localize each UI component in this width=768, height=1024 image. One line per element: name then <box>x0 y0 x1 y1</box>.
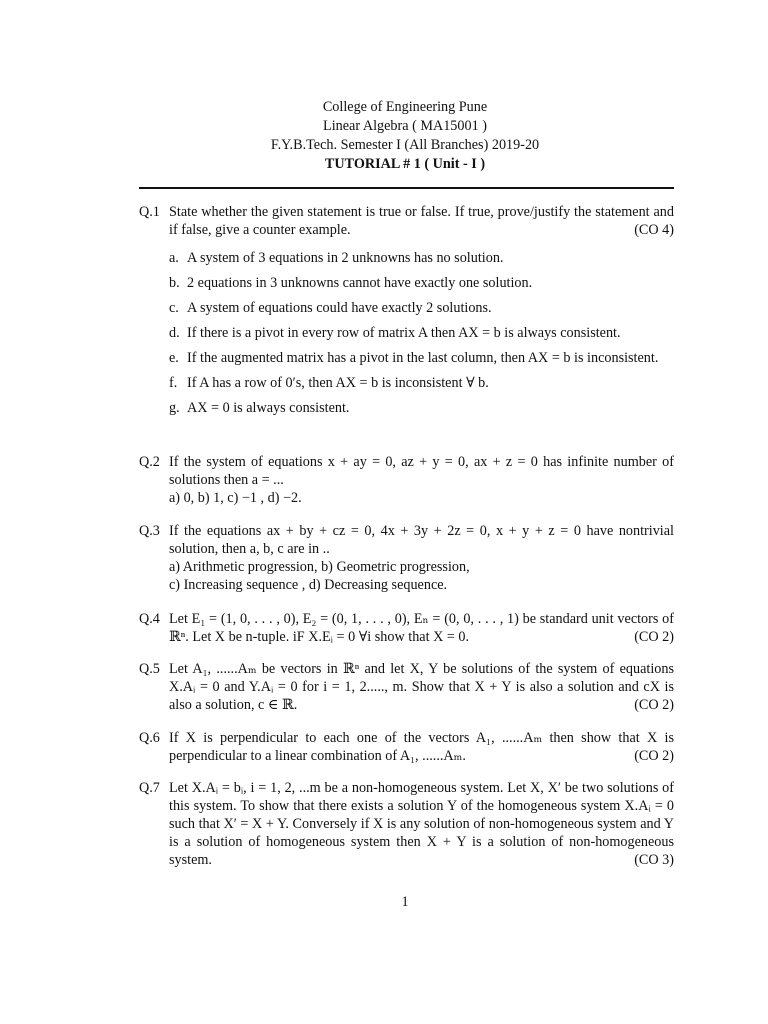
question-body <box>169 203 674 239</box>
item-letter: c. <box>169 300 179 316</box>
answer-options: a) 0, b) 1, c) −1 , d) −2. <box>169 490 302 506</box>
question-text: If X is perpendicular to each one of the vectors A₁, ......Aₘ then show that X is perpendicular to a linear combination of A₁, ......Aₘ. <box>169 730 674 764</box>
course-title: Linear Algebra ( MA15001 ) <box>323 118 487 134</box>
question-text: Let X.Aᵢ = bᵢ, i = 1, 2, ...m be a non-homogeneous system. Let X, X′ be two solutions of this system. To show that there exists a solution Y of the homogeneous system X.Aᵢ = 0 such that X′ = X + Y. Conversely if X is any solution of non-homogeneous system and Y is a solution of homogeneous system then X + Y is a solution of non-homogeneous system. <box>169 780 674 868</box>
question-4 <box>139 610 674 646</box>
question-6 <box>139 729 674 765</box>
list-item <box>169 399 674 417</box>
item-text: If there is a pivot in every row of matrix A then AX = b is always consistent. <box>187 325 621 341</box>
statement-list <box>169 249 674 417</box>
list-item <box>169 299 674 317</box>
question-number: Q.3 <box>139 523 160 539</box>
course-outcome: (CO 3) <box>634 852 674 868</box>
item-letter: d. <box>169 325 180 341</box>
item-text: If the augmented matrix has a pivot in the last column, then AX = b is inconsistent. <box>187 350 659 366</box>
item-letter: a. <box>169 250 179 266</box>
tutorial-title: TUTORIAL # 1 ( Unit - I ) <box>324 156 486 172</box>
answer-options-2: c) Increasing sequence , d) Decreasing sequence. <box>169 577 448 593</box>
item-text: A system of equations could have exactly 2 solutions. <box>187 300 492 316</box>
item-letter: b. <box>169 275 180 291</box>
question-text: State whether the given statement is true or false. If true, prove/justify the statement and if false, give a counter example. <box>169 204 674 238</box>
question-3 <box>139 522 674 594</box>
item-letter: f. <box>169 375 178 391</box>
question-text: Let E₁ = (1, 0, . . . , 0), E₂ = (0, 1, . . . , 0), Eₙ = (0, 0, . . . , 1) be standard unit vectors of ℝⁿ. Let X be n-tuple. iF X.Eᵢ = 0 ∀i show that X = 0. <box>169 611 674 645</box>
question-number: Q.2 <box>139 454 160 470</box>
question-body <box>169 610 674 646</box>
question-body <box>169 660 674 714</box>
question-number: Q.5 <box>139 661 160 677</box>
course-outcome: (CO 2) <box>634 697 674 713</box>
question-5 <box>139 660 674 714</box>
college-name: College of Engineering Pune <box>322 99 488 115</box>
list-item <box>169 324 674 342</box>
semester-info: F.Y.B.Tech. Semester I (All Branches) 2019-20 <box>270 137 540 153</box>
question-number: Q.7 <box>139 780 160 796</box>
answer-options-1: a) Arithmetic progression, b) Geometric progression, <box>169 559 470 575</box>
question-text: Let A₁, ......Aₘ be vectors in ℝⁿ and let X, Y be solutions of the system of equations X.Aᵢ = 0 and Y.Aᵢ = 0 for i = 1, 2....., m. Show that X + Y is also a solution and cX is also a solution, c ∈ ℝ. <box>169 661 674 713</box>
question-7 <box>139 779 674 869</box>
page-number: 1 <box>401 894 409 910</box>
document-header <box>0 98 768 174</box>
question-number: Q.1 <box>139 204 160 220</box>
course-outcome: (CO 4) <box>634 222 674 238</box>
course-outcome: (CO 2) <box>634 629 674 645</box>
item-text: A system of 3 equations in 2 unknowns has no solution. <box>187 250 504 266</box>
list-item <box>169 249 674 267</box>
question-number: Q.6 <box>139 730 160 746</box>
item-letter: e. <box>169 350 179 366</box>
item-text: AX = 0 is always consistent. <box>187 400 350 416</box>
question-body <box>169 779 674 869</box>
item-text: If A has a row of 0′s, then AX = b is inconsistent ∀ b. <box>187 375 489 391</box>
header-divider <box>139 187 674 189</box>
question-body <box>169 522 674 594</box>
list-item <box>169 374 674 392</box>
question-1 <box>139 203 674 424</box>
item-letter: g. <box>169 400 180 416</box>
question-body <box>169 453 674 507</box>
question-2 <box>139 453 674 507</box>
course-outcome: (CO 2) <box>634 748 674 764</box>
question-body <box>169 729 674 765</box>
list-item <box>169 274 674 292</box>
item-text: 2 equations in 3 unknowns cannot have exactly one solution. <box>187 275 533 291</box>
question-text: If the system of equations x + ay = 0, az + y = 0, ax + z = 0 has infinite number of solutions then a = ... <box>169 454 674 488</box>
list-item <box>169 349 674 367</box>
question-text: If the equations ax + by + cz = 0, 4x + 3y + 2z = 0, x + y + z = 0 have nontrivial solution, then a, b, c are in .. <box>169 523 674 557</box>
question-number: Q.4 <box>139 611 160 627</box>
